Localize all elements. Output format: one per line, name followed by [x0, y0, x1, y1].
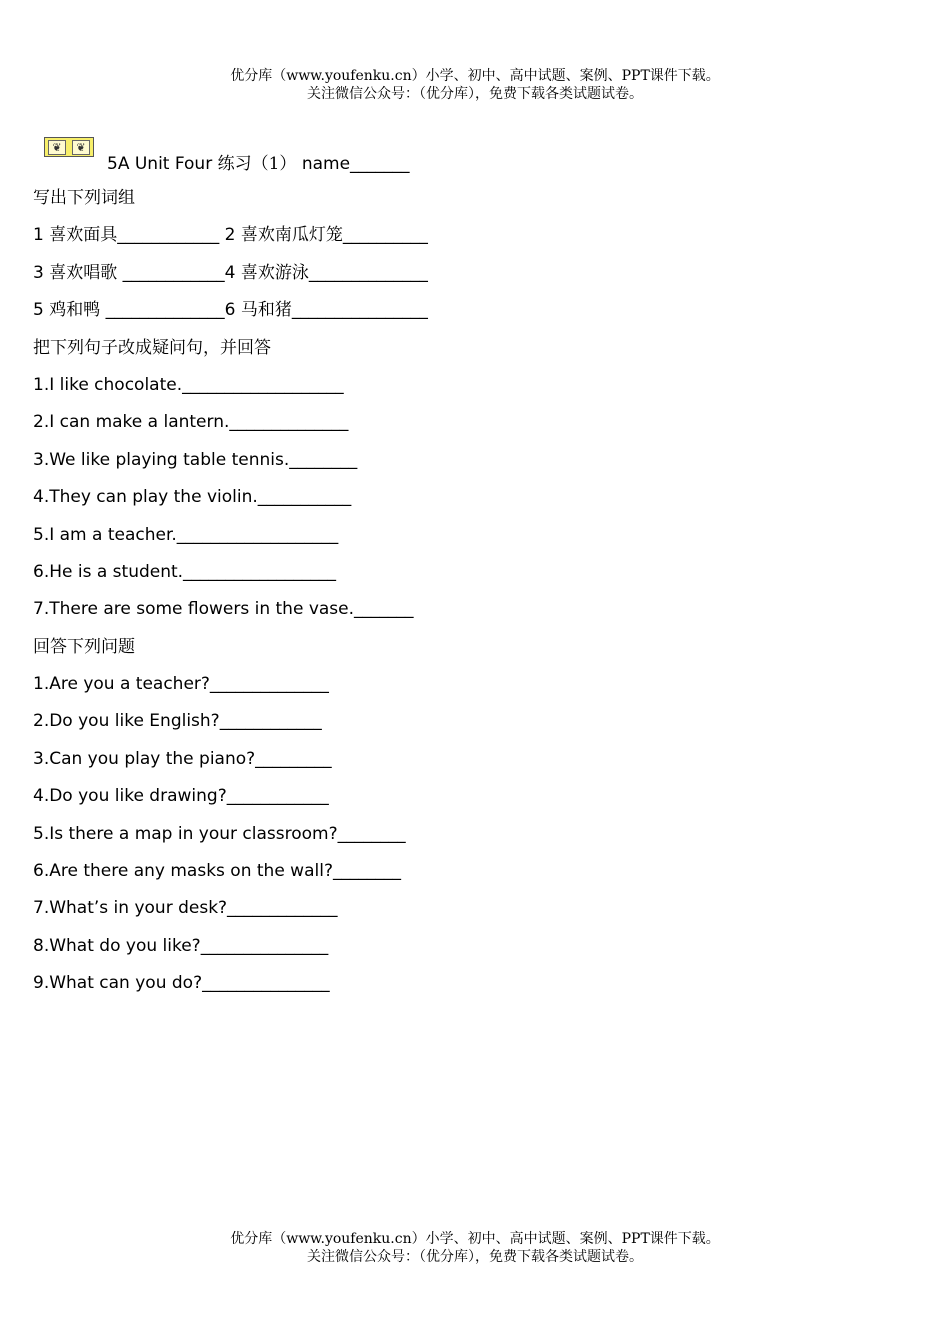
phrase-row: 3 喜欢唱歌 ____________4 喜欢游泳______________ — [33, 262, 428, 283]
phrase-row: 5 鸡和鸭 ______________6 马和猪________________ — [33, 300, 428, 321]
question-item: 2.I can make a lantern.______________ — [33, 412, 349, 433]
worksheet-title — [107, 149, 410, 174]
answer-item: 3.Can you play the piano?_________ — [33, 748, 332, 769]
question-item: 3.We like playing table tennis.________ — [33, 449, 358, 470]
answer-item: 4.Do you like drawing?____________ — [33, 786, 329, 807]
footer-line-1: 优分库（www.youfenku.cn）小学、初中、高中试题、案例、PPT课件下载。 — [230, 1231, 720, 1247]
title-unit: 5A Unit Four — [107, 154, 218, 174]
worksheet-content — [33, 183, 913, 1006]
logo-icon — [44, 137, 94, 157]
logo-glyph-left-icon: ❦ — [48, 140, 66, 155]
answer-item: 2.Do you like English?____________ — [33, 711, 322, 732]
phrase-row: 1 喜欢面具____________ 2 喜欢南瓜灯笼__________ — [33, 225, 428, 246]
section-1-heading: 写出下列词组 — [33, 188, 135, 208]
title-exercise: 练习（1） — [217, 154, 302, 174]
question-item: 1.I like chocolate.___________________ — [33, 374, 344, 395]
title-name-field: name_______ — [301, 154, 410, 174]
question-item: 4.They can play the violin.___________ — [33, 487, 352, 508]
question-item: 6.He is a student.__________________ — [33, 561, 337, 582]
answer-item: 5.Is there a map in your classroom?________ — [33, 823, 406, 844]
page-header — [0, 67, 950, 103]
logo-glyph-right-icon: ❦ — [72, 140, 90, 155]
question-item: 7.There are some flowers in the vase._______ — [33, 599, 414, 620]
section-3-heading: 回答下列问题 — [33, 636, 135, 657]
page-footer — [0, 1230, 950, 1266]
question-item: 5.I am a teacher.___________________ — [33, 524, 339, 545]
answer-item: 7.What’s in your desk?_____________ — [33, 898, 338, 919]
header-line-2: 关注微信公众号：（优分库），免费下载各类试题试卷。 — [307, 86, 643, 102]
header-line-1: 优分库（www.youfenku.cn）小学、初中、高中试题、案例、PPT课件下载。 — [230, 68, 720, 84]
answer-item: 9.What can you do?_______________ — [33, 973, 330, 994]
answer-item: 6.Are there any masks on the wall?________ — [33, 861, 401, 882]
section-2-heading: 把下列句子改成疑问句，并回答 — [33, 337, 271, 358]
answer-item: 1.Are you a teacher?______________ — [33, 674, 329, 695]
footer-line-2: 关注微信公众号：（优分库），免费下载各类试题试卷。 — [307, 1249, 643, 1265]
answer-item: 8.What do you like?_______________ — [33, 935, 329, 956]
